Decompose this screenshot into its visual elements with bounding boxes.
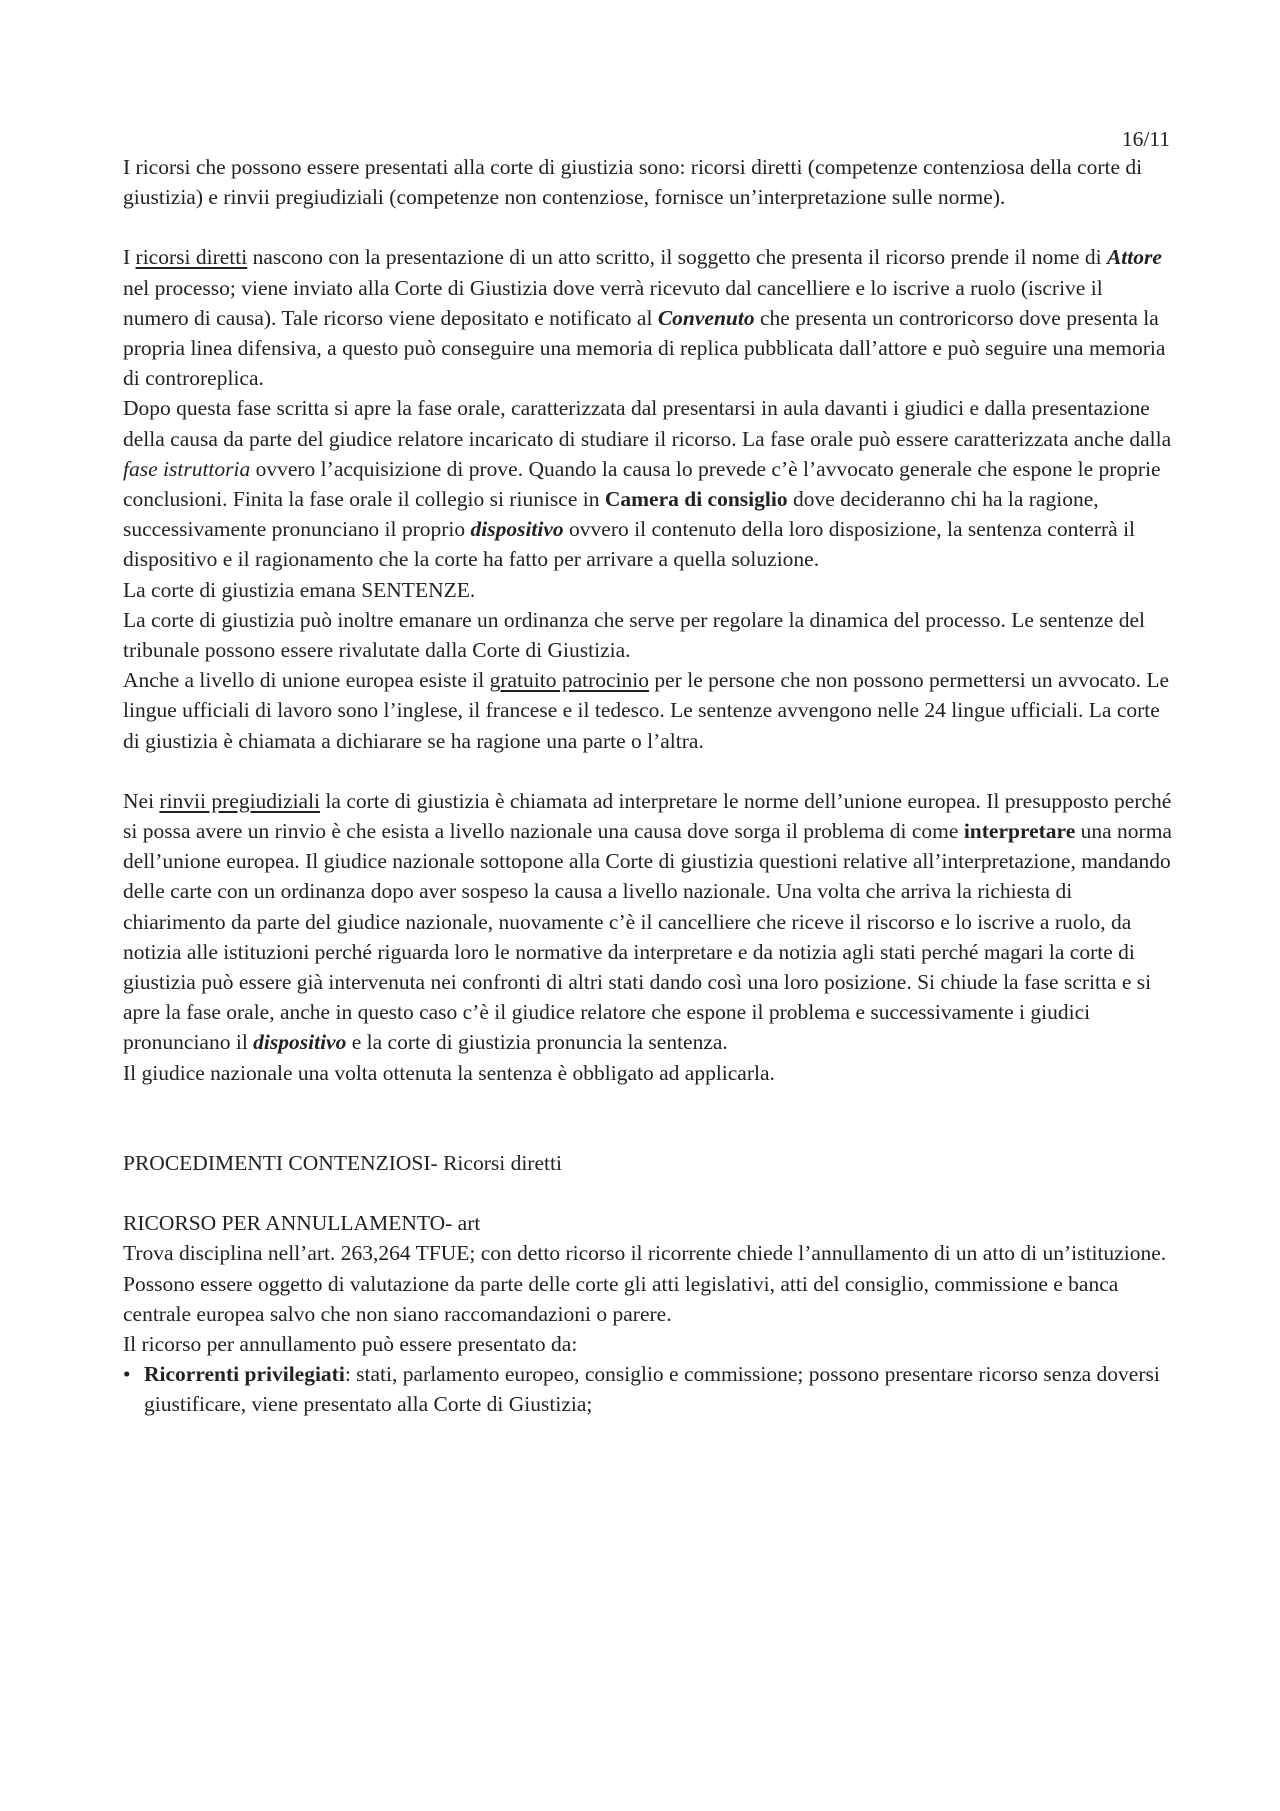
paragraph-intro: I ricorsi che possono essere presentati alla corte di giustizia sono: ricorsi diretti (competenze contenziosa della corte di giustizia) e rinvii pregiudiziali (competenze non contenziose, fornisce un’interpretazione sulle norme). (123, 155, 1143, 210)
emphasis-term: dispositivo (253, 1030, 347, 1055)
paragraph-giudice-nazionale: Il giudice nazionale una volta ottenuta la sentenza è obbligato ad applicarla. (123, 1060, 775, 1085)
underlined-term: ricorsi diretti (135, 245, 248, 270)
paragraph-ricorsi-diretti: I ricorsi diretti nascono con la presentazione di un atto scritto, il soggetto che presenta il ricorso prende il nome di Attore nel processo; viene inviato alla Corte di Giustizia dove verrà ricevuto dal cancelliere e lo iscrive a ruolo (iscrive il numero di causa). Tale ricorso viene depositato e notificato al Convenuto che presenta un controricorso dove presenta la propria linea difensiva, a questo può conseguire una memoria di replica pubblicata dall’attore e può seguire una memoria di controreplica. (123, 245, 1166, 391)
paragraph-fase-orale: Dopo questa fase scritta si apre la fase orale, caratterizzata dal presentarsi in aula davanti i giudici e dalla presentazione della causa da parte del giudice relatore incaricato di studiare il ricorso. La fase orale può essere caratterizzata anche dalla fase istruttoria ovvero l’acquisizione di prove. Quando la causa lo prevede c’è l’avvocato generale che espone le proprie conclusioni. Finita la fase orale il collegio si riunisce in Camera di consiglio dove decideranno chi ha la ragione, successivamente pronunciano il proprio dispositivo ovvero il contenuto della loro disposizione, la sentenza conterrà il dispositivo e il ragionamento che la corte ha fatto per arrivare a quella soluzione. (123, 396, 1172, 572)
list-item: • Ricorrenti privilegiati: stati, parlamento europeo, consiglio e commissione; possono presentare ricorso senza doversi giustificare, viene presentato alla Corte di Giustizia; (123, 1359, 1173, 1419)
emphasis-term: dispositivo (470, 517, 564, 542)
paragraph-disciplina: Trova disciplina nell’art. 263,264 TFUE; con detto ricorso il ricorrente chiede l’annullamento di un atto di un’istituzione. Possono essere oggetto di valutazione da parte delle corte gli atti legislativi, atti del consiglio, commissione e banca centrale europea salvo che non siano raccomandazioni o parere. (123, 1241, 1167, 1326)
emphasis-term: Convenuto (657, 305, 755, 330)
document-body (123, 152, 1173, 1420)
page-number: 16/11 (1121, 127, 1170, 151)
underlined-term: rinvii pregiudiziali (159, 788, 321, 813)
bullet-list (123, 1359, 1173, 1419)
subsection-heading: RICORSO PER ANNULLAMENTO- art (123, 1211, 481, 1236)
paragraph-sentenze: La corte di giustizia emana SENTENZE. (123, 577, 476, 602)
paragraph-ordinanza: La corte di giustizia può inoltre emanare un ordinanza che serve per regolare la dinamica del processo. Le sentenze del tribunale possono essere rivalutate dalla Corte di Giustizia. (123, 607, 1145, 663)
italic-term: fase istruttoria (123, 456, 251, 481)
bold-term: interpretare (963, 819, 1076, 844)
bold-term: Camera di consiglio (604, 487, 788, 512)
paragraph-ricorso-presentato: Il ricorso per annullamento può essere presentato da: (123, 1331, 578, 1356)
paragraph-rinvii-pregiudiziali: Nei rinvii pregiudiziali la corte di giustizia è chiamata ad interpretare le norme dell’unione europea. Il presupposto perché si possa avere un rinvio è che esista a livello nazionale una causa dove sorga il problema di come interpretare una norma dell’unione europea. Il giudice nazionale sottopone alla Corte di giustizia questioni relative all’interpretazione, mandando delle carte con un ordinanza dopo aver sospeso la causa a livello nazionale. Una volta che arriva la richiesta di chiarimento da parte del giudice nazionale, nuovamente c’è il cancelliere che riceve il riscorso e lo iscrive a ruolo, da notizia alle istituzioni perché riguarda loro le normative da interpretare e da notizia agli stati perché magari la corte di giustizia può essere già intervenuta nei confronti di altri stati dando così una loro posizione. Si chiude la fase scritta e si apre la fase orale, anche in questo caso c’è il giudice relatore che espone il problema e successivamente i giudici pronunciano il dispositivo e la corte di giustizia pronuncia la sentenza. (123, 788, 1172, 1055)
bold-term: Ricorrenti privilegiati (144, 1362, 345, 1387)
paragraph-patrocinio: Anche a livello di unione europea esiste il gratuito patrocinio per le persone che non possono permettersi un avvocato. Le lingue ufficiali di lavoro sono l’inglese, il francese e il tedesco. Le sentenze avvengono nelle 24 lingue ufficiali. La corte di giustizia è chiamata a dichiarare se ha ragione una parte o l’altra. (123, 668, 1170, 753)
bullet-icon: • (123, 1362, 131, 1387)
emphasis-term: Attore (1106, 245, 1162, 270)
underlined-term: gratuito patrocinio (489, 668, 650, 693)
section-heading: PROCEDIMENTI CONTENZIOSI- Ricorsi diretti (123, 1150, 562, 1175)
